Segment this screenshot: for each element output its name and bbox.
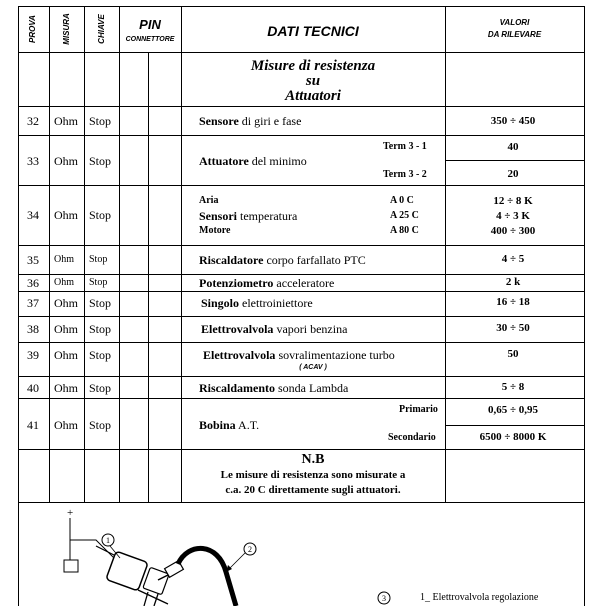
callout-1-label: 1	[106, 536, 110, 545]
nb-line-2: c.a. 20 C direttamente sugli attuatori.	[225, 484, 401, 496]
row-32-desc-rest: di giri e fase	[238, 114, 302, 128]
row-37-misura: Ohm	[54, 296, 78, 310]
row-38-value: 30 ÷ 50	[496, 322, 530, 334]
row-33-sub1: Term 3 - 1	[383, 141, 427, 152]
row-40-num: 40	[27, 381, 39, 395]
row-line-40	[18, 398, 584, 399]
row-34-label-sensori	[199, 209, 297, 224]
row-40-desc	[199, 381, 348, 396]
row-41-desc-rest: A.T.	[235, 418, 260, 432]
row-32-desc-bold: Sensore	[199, 114, 239, 128]
col-sep-3	[119, 6, 120, 502]
row-33-desc-bold: Attuatore	[199, 154, 249, 168]
row-39-desc	[203, 348, 395, 363]
valve-body	[96, 546, 183, 606]
row-39-desc-bold: Elettrovalvola	[203, 348, 276, 362]
row-41-value2: 6500 ÷ 8000 K	[479, 431, 547, 443]
row-34-label-motore: Motore	[199, 225, 231, 236]
row-41-value1: 0,65 ÷ 0,95	[487, 404, 539, 416]
row-33-value2: 20	[507, 168, 519, 180]
row-33-desc	[199, 154, 307, 169]
row-34-cond-3: A 80 C	[390, 225, 419, 236]
row-35-value: 4 ÷ 5	[501, 253, 525, 265]
row-35-desc-rest: corpo farfallato PTC	[263, 253, 366, 267]
row-34-value-1: 12 ÷ 8 K	[493, 195, 533, 207]
row-39-num: 39	[27, 348, 39, 362]
row-39-desc-rest: sovralimentazione turbo	[275, 348, 395, 362]
row-line-39	[18, 376, 584, 377]
row-32-chiave: Stop	[89, 114, 112, 128]
row-40-chiave: Stop	[89, 381, 112, 395]
row-41-chiave: Stop	[89, 418, 112, 432]
actuator-diagram	[18, 502, 584, 606]
ground-box	[64, 560, 78, 572]
row-34-num: 34	[27, 208, 39, 222]
row-33-misura: Ohm	[54, 154, 78, 168]
row-39-sub: ( ACAV )	[299, 364, 327, 371]
row-36-desc	[199, 276, 334, 291]
row-line-41-mid	[445, 425, 584, 426]
row-38-chiave: Stop	[89, 322, 112, 336]
row-line-37	[18, 316, 584, 317]
row-33-sub2: Term 3 - 2	[383, 169, 427, 180]
row-41-sub1: Primario	[399, 404, 438, 415]
row-35-desc	[199, 253, 366, 268]
row-36-value: 2 k	[505, 276, 521, 288]
row-line-41	[18, 449, 584, 450]
row-32-num: 32	[27, 114, 39, 128]
col-sep-1	[49, 6, 50, 502]
row-39-chiave: Stop	[89, 348, 112, 362]
header-dati-tecnici: DATI TECNICI	[267, 23, 359, 39]
row-35-num: 35	[27, 253, 39, 267]
row-40-desc-rest: sonda Lambda	[275, 381, 349, 395]
callout-2-label: 2	[248, 545, 252, 554]
row-38-desc	[201, 322, 347, 337]
row-line-33	[18, 185, 584, 186]
row-41-num: 41	[27, 418, 39, 432]
header-pin: PIN	[139, 17, 161, 32]
row-line-section	[18, 106, 584, 107]
row-40-desc-bold: Riscaldamento	[199, 381, 275, 395]
frame-right	[584, 6, 585, 606]
header-valori-1: VALORI	[499, 18, 530, 27]
row-34-value-3: 400 ÷ 300	[490, 225, 536, 237]
technical-sheet	[18, 6, 584, 606]
row-35-desc-bold: Riscaldatore	[199, 253, 264, 267]
row-line-32	[18, 135, 584, 136]
plus-sign: +	[67, 507, 74, 519]
row-line-36	[18, 291, 584, 292]
row-38-desc-rest: vapori benzina	[273, 322, 348, 336]
row-34-label-aria: Aria	[199, 195, 219, 206]
row-39-misura: Ohm	[54, 348, 78, 362]
row-39-value: 50	[507, 348, 519, 360]
row-38-num: 38	[27, 322, 39, 336]
row-38-misura: Ohm	[54, 322, 78, 336]
nb-title: N.B	[301, 452, 325, 467]
col-sep-2	[84, 6, 85, 502]
row-37-num: 37	[27, 296, 39, 310]
row-37-desc-rest: elettroiniettore	[239, 296, 313, 310]
row-34-chiave: Stop	[89, 208, 112, 222]
nb-line-1: Le misure di resistenza sono misurate a	[220, 469, 406, 481]
header-connettore: CONNETTORE	[125, 36, 175, 43]
row-40-misura: Ohm	[54, 381, 78, 395]
row-line-38	[18, 342, 584, 343]
row-33-num: 33	[27, 154, 39, 168]
row-35-misura: Ohm	[54, 254, 74, 265]
row-32-misura: Ohm	[54, 114, 78, 128]
row-34-cond-2: A 25 C	[390, 210, 419, 221]
row-34-value-2: 4 ÷ 3 K	[496, 210, 530, 222]
row-line-34	[18, 245, 584, 246]
row-36-num: 36	[27, 276, 39, 290]
row-34-cond-1: A 0 C	[390, 195, 414, 206]
legend-item-1: 1_ Elettrovalvola regolazione	[420, 592, 539, 603]
row-36-desc-bold: Potenziometro	[199, 276, 274, 290]
row-34-sensori-bold: Sensori	[199, 209, 238, 223]
row-36-misura: Ohm	[54, 277, 74, 288]
row-line-33-mid	[445, 160, 584, 161]
section-title-2: su	[305, 73, 321, 89]
row-37-desc	[201, 296, 313, 311]
col-sep-4	[148, 52, 149, 502]
row-line-header	[18, 52, 584, 53]
hose	[178, 548, 236, 606]
header-misura: MISURA	[62, 13, 71, 45]
row-36-desc-rest: acceleratore	[273, 276, 335, 290]
row-41-misura: Ohm	[54, 418, 78, 432]
row-37-chiave: Stop	[89, 296, 112, 310]
header-valori-2: DA RILEVARE	[487, 30, 542, 39]
row-33-chiave: Stop	[89, 154, 112, 168]
row-line-35	[18, 274, 584, 275]
row-40-value: 5 ÷ 8	[501, 381, 525, 393]
section-title-1: Misure di resistenza	[250, 58, 376, 74]
row-41-desc	[199, 418, 259, 433]
row-37-desc-bold: Singolo	[201, 296, 240, 310]
callout-3-label: 3	[382, 594, 386, 603]
row-38-desc-bold: Elettrovalvola	[201, 322, 274, 336]
row-32-desc	[199, 114, 301, 129]
section-title-3: Attuatori	[285, 88, 341, 104]
row-32-value: 350 ÷ 450	[490, 115, 536, 127]
row-33-desc-rest: del minimo	[248, 154, 307, 168]
row-34-misura: Ohm	[54, 208, 78, 222]
header-chiave: CHIAVE	[97, 14, 106, 44]
row-33-value1: 40	[507, 141, 519, 153]
row-34-sensori-rest: temperatura	[237, 209, 298, 223]
row-41-desc-bold: Bobina	[199, 418, 236, 432]
header-prova: PROVA	[28, 15, 37, 43]
row-36-chiave: Stop	[89, 277, 108, 288]
row-35-chiave: Stop	[89, 254, 108, 265]
row-37-value: 16 ÷ 18	[496, 296, 530, 308]
row-41-sub2: Secondario	[388, 432, 436, 443]
